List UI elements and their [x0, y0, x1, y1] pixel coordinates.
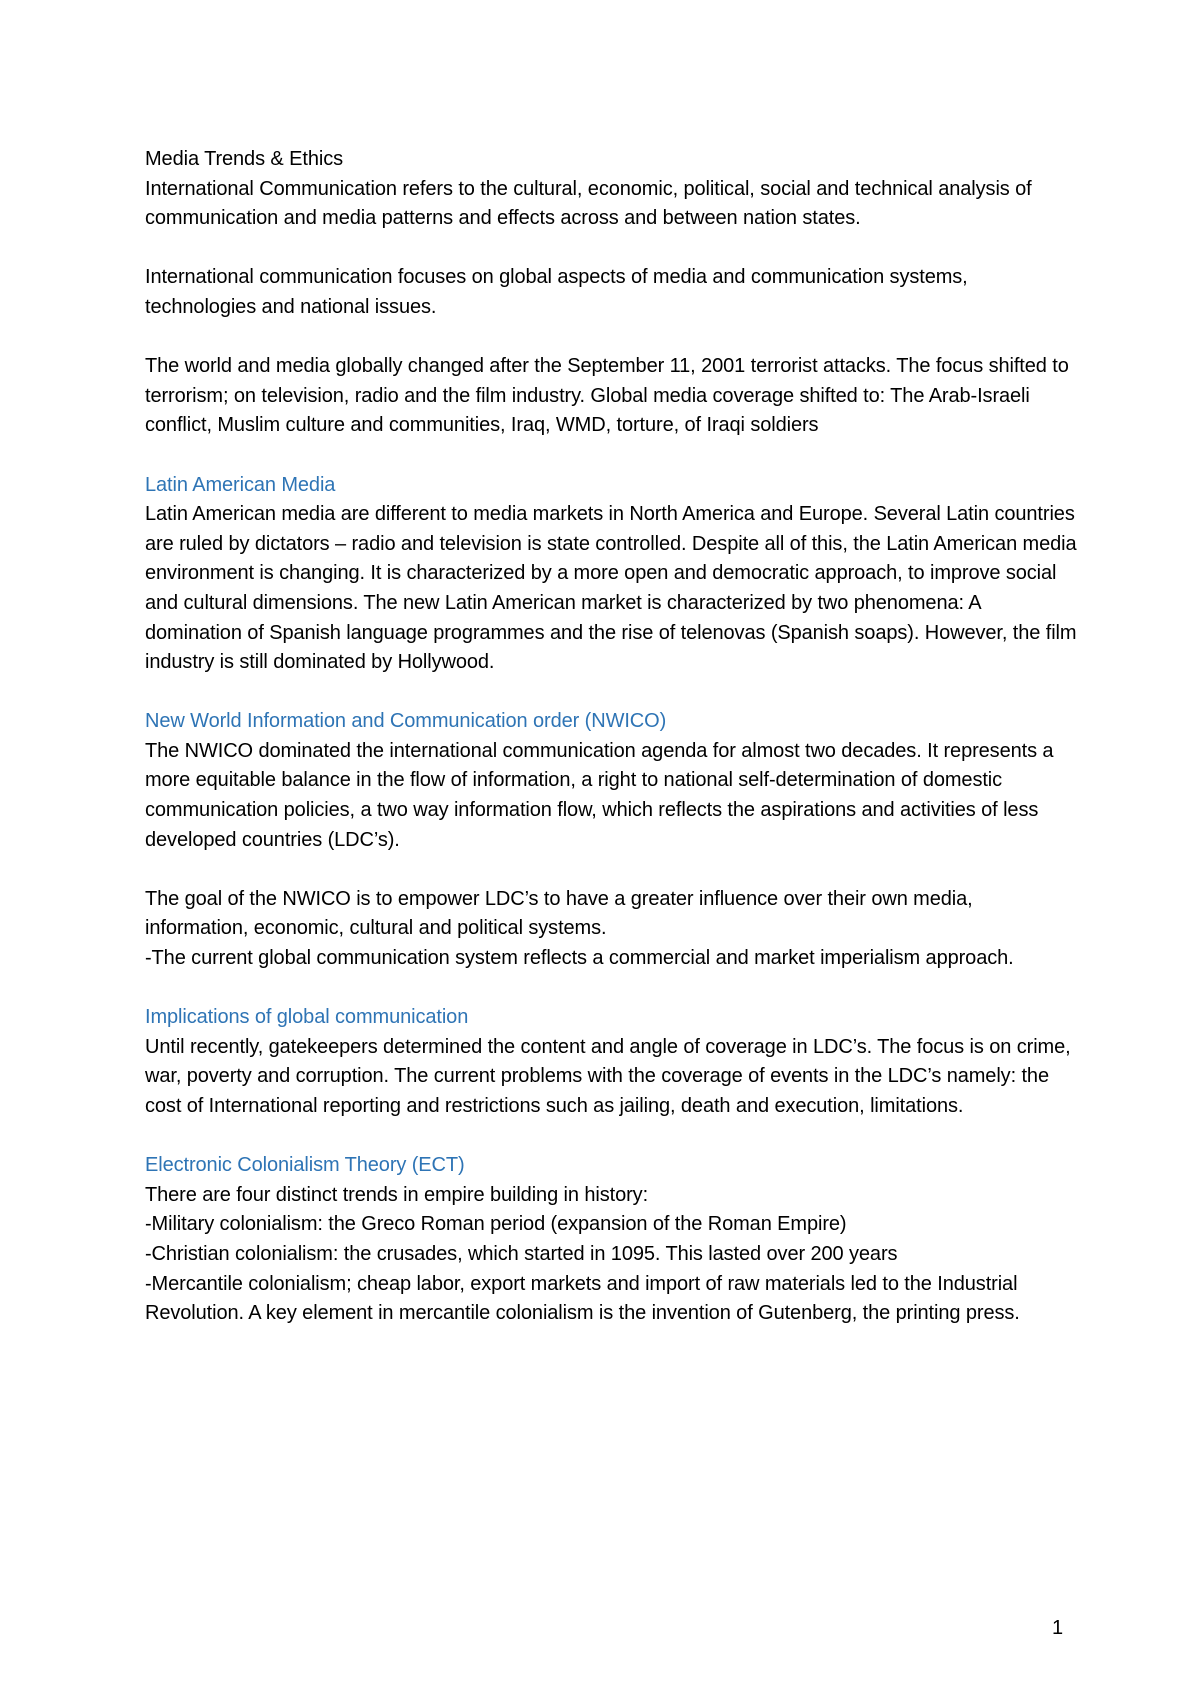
ect-paragraph-2: -Military colonialism: the Greco Roman period (expansion of the Roman Empire): [145, 1213, 847, 1236]
nwico-paragraph-3: -The current global communication system reflects a commercial and market imperialism approach.: [145, 947, 1014, 970]
nwico-paragraph-2: The goal of the NWICO is to empower LDC’s to have a greater influence over their own media, information, economic, cultural and political systems.: [145, 887, 973, 940]
implications-paragraph: Until recently, gatekeepers determined the content and angle of coverage in LDC’s. The focus is on crime, war, poverty and corruption. The current problems with the coverage of events in the LDC’s namely: the cost of International reporting and restrictions such as jailing, death and execution, limitations.: [145, 1035, 1071, 1117]
section-heading-nwico: New World Information and Communication order (NWICO): [145, 710, 667, 733]
page-number: 1: [1052, 1617, 1064, 1639]
latin-american-media-paragraph: Latin American media are different to media markets in North America and Europe. Several Latin countries are ruled by dictators – radio and television is state controlled. Despite all of this, the Latin American media environment is changing. It is characterized by a more open and democratic approach, to improve social and cultural dimensions. The new Latin American market is characterized by two phenomena: A domination of Spanish language programmes and the rise of telenovas (Spanish soaps). However, the film industry is still dominated by Hollywood.: [145, 503, 1077, 674]
ect-paragraph-1: There are four distinct trends in empire building in history:: [145, 1183, 649, 1206]
ect-paragraph-4: -Mercantile colonialism; cheap labor, export markets and import of raw materials led to the Industrial Revolution. A key element in mercantile colonialism is the invention of Gutenberg, the printing press.: [145, 1272, 1020, 1325]
section-heading-ect: Electronic Colonialism Theory (ECT): [145, 1154, 465, 1177]
intro-paragraph-2: International communication focuses on global aspects of media and communication systems, technologies and national issues.: [145, 266, 968, 318]
nwico-paragraph-1: The NWICO dominated the international communication agenda for almost two decades. It represents a more equitable balance in the flow of information, a right to national self-determination of domestic communication policies, a two way information flow, which reflects the aspirations and activities of less developed countries (LDC’s).: [145, 739, 1054, 851]
document-title: Media Trends & Ethics: [145, 148, 343, 170]
intro-paragraph-1: International Communication refers to the cultural, economic, political, social and technical analysis of communication and media patterns and effects across and between nation states.: [145, 177, 1032, 230]
ect-paragraph-3: -Christian colonialism: the crusades, which started in 1095. This lasted over 200 years: [145, 1242, 898, 1265]
section-heading-implications: Implications of global communication: [145, 1006, 469, 1029]
intro-paragraph-3: The world and media globally changed after the September 11, 2001 terrorist attacks. The focus shifted to terrorism; on television, radio and the film industry. Global media coverage shifted to: The Arab-Israeli conflict, Muslim culture and communities, Iraq, WMD, torture, of Iraqi soldiers: [145, 355, 1069, 437]
section-heading-latin-american-media: Latin American Media: [145, 473, 336, 496]
document-body: [145, 145, 1080, 1329]
